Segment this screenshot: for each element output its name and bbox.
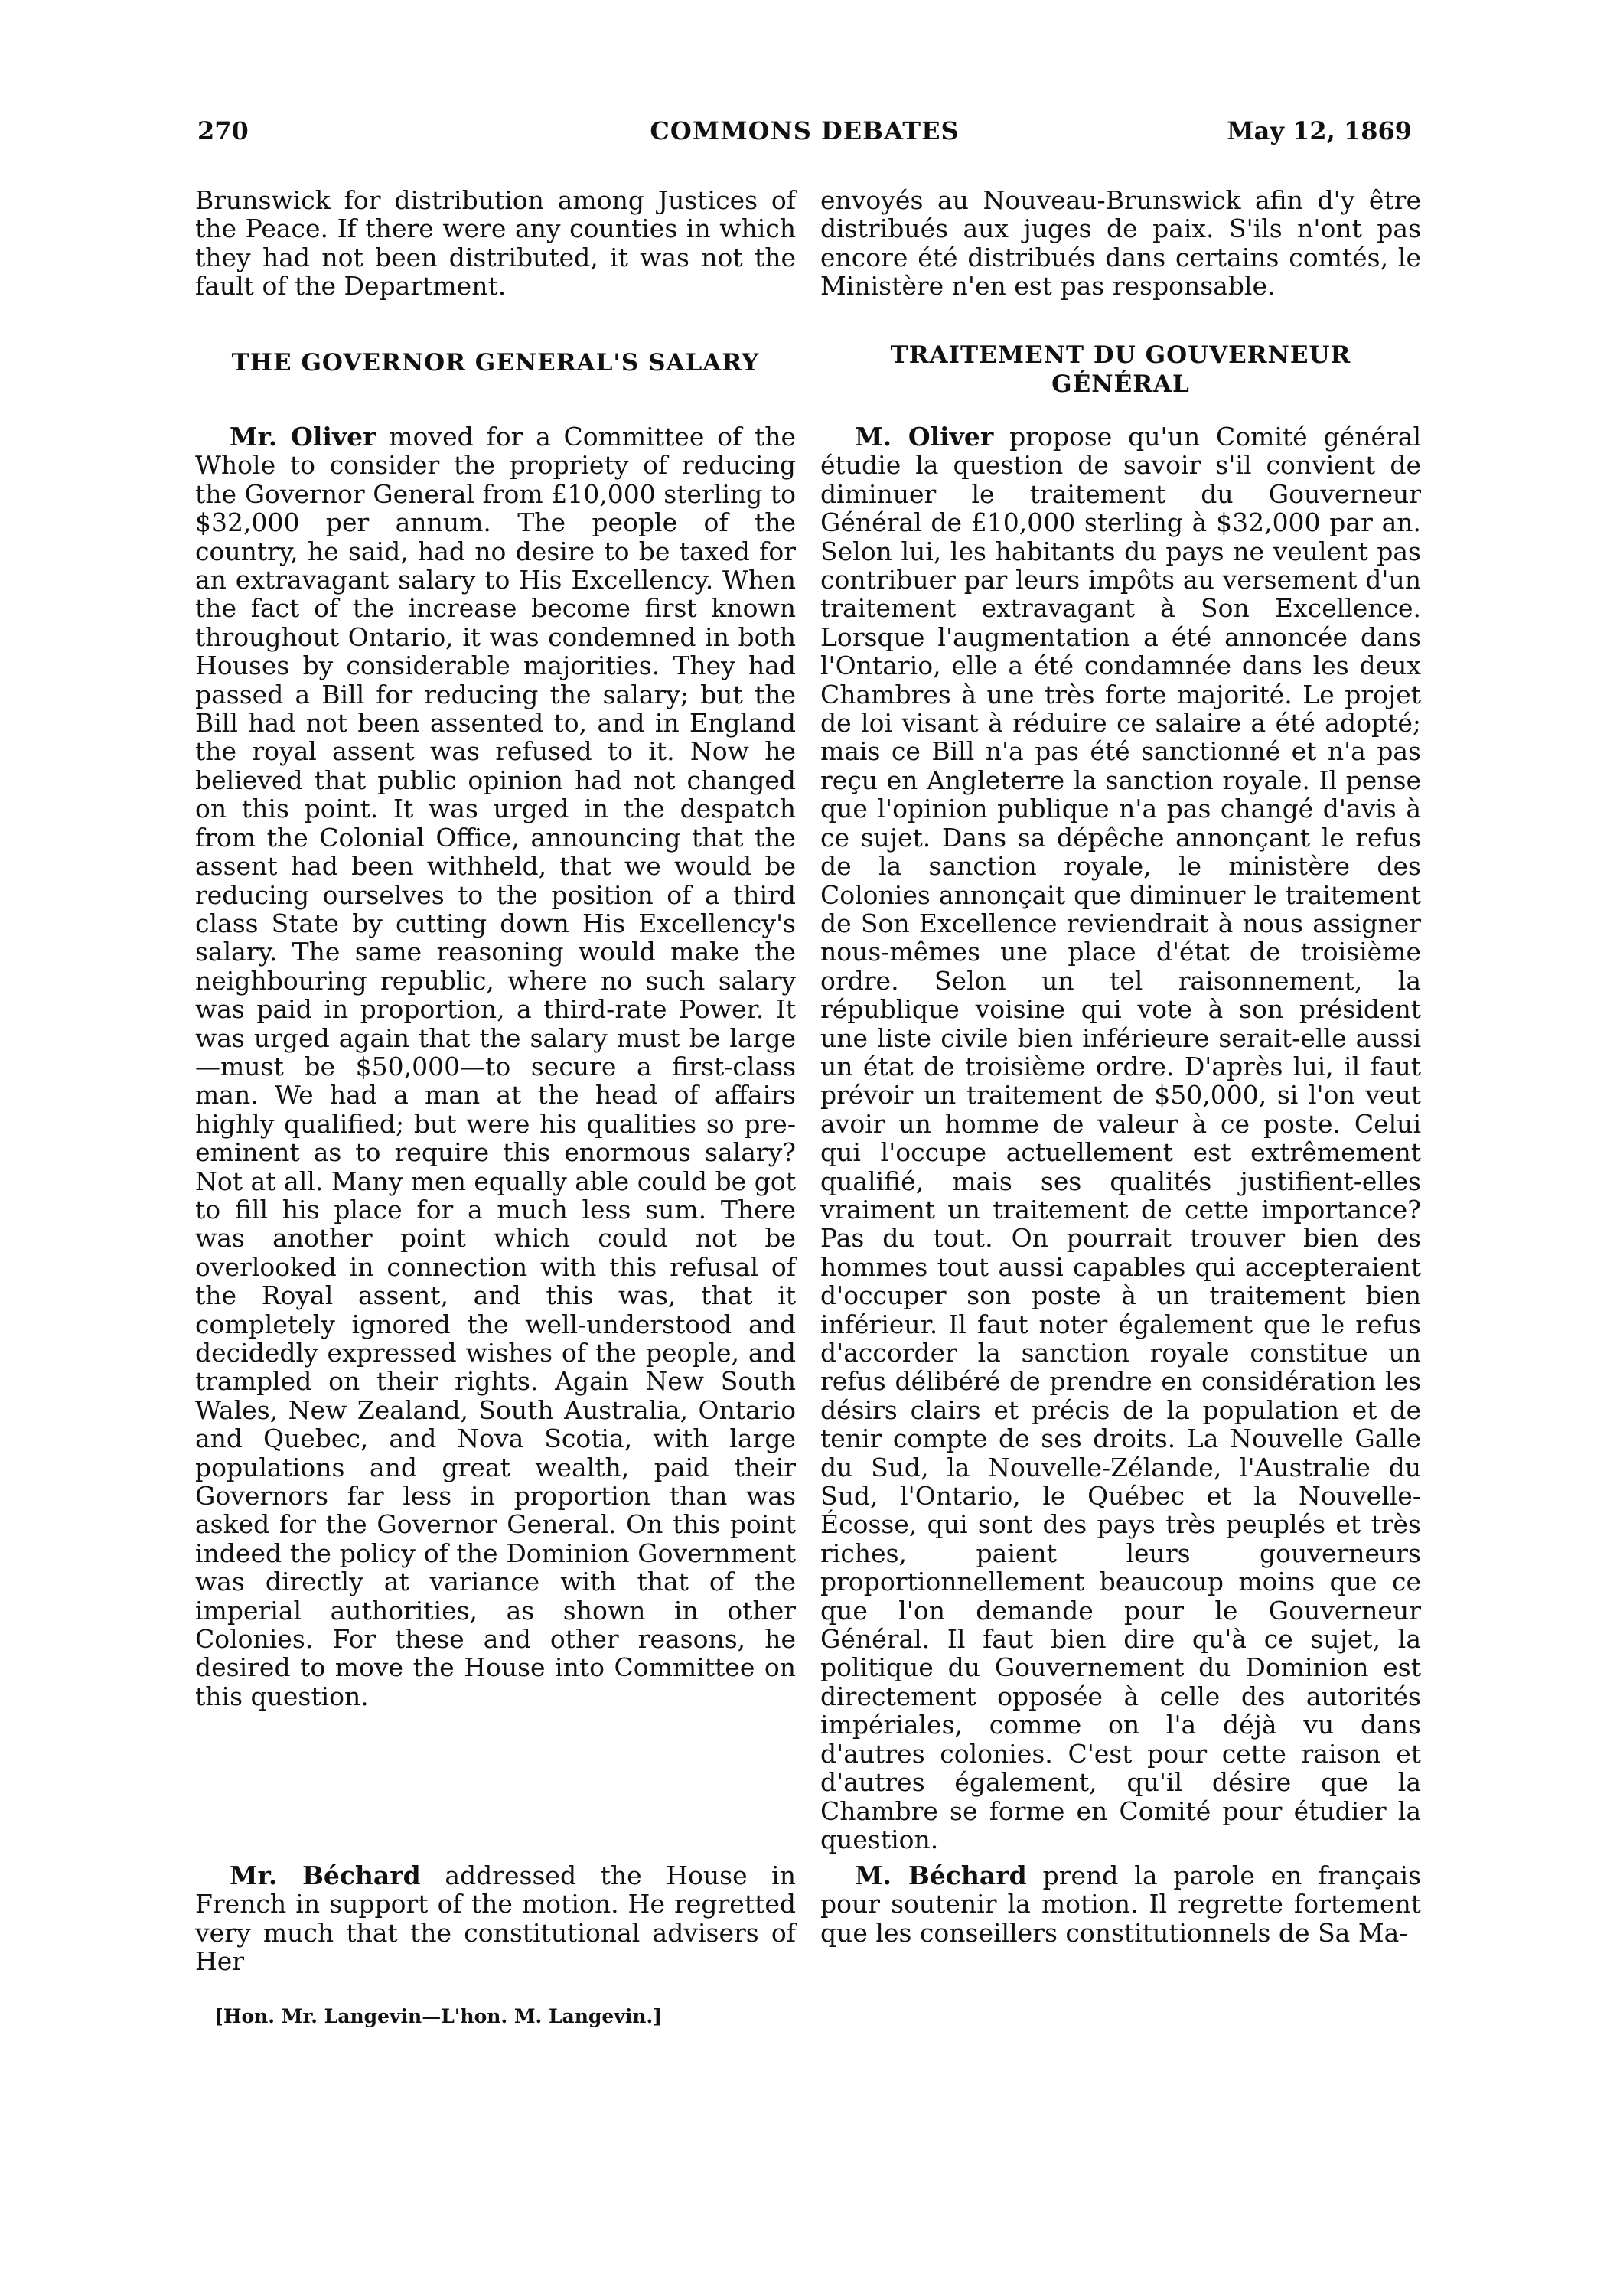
speaker-oliver-en: Mr. Oliver bbox=[230, 422, 376, 452]
page-date: May 12, 1869 bbox=[1227, 116, 1412, 145]
english-bechard-text: addressed the House in French in support of the motion. He regretted very much that the constitutional advisers of Her bbox=[195, 1861, 796, 1977]
running-title: COMMONS DEBATES bbox=[650, 116, 960, 145]
french-heading-line-2: GÉNÉRAL bbox=[1051, 370, 1190, 398]
english-intro bbox=[195, 186, 796, 301]
french-intro bbox=[820, 186, 1421, 301]
speaker-oliver-fr: M. Oliver bbox=[855, 422, 994, 452]
english-intro-text: Brunswick for distribution among Justices of the Peace. If there were any counties in which they had not been distributed, it was not the fault of the Department. bbox=[195, 185, 796, 302]
english-paragraph-oliver bbox=[195, 422, 796, 1711]
english-paragraph-bechard bbox=[195, 1861, 796, 1976]
speaker-footnote: [Hon. Mr. Langevin—L'hon. M. Langevin.] bbox=[214, 2005, 663, 2027]
english-section-heading: THE GOVERNOR GENERAL'S SALARY bbox=[231, 349, 760, 377]
french-section-heading bbox=[820, 341, 1421, 399]
page-number: 270 bbox=[197, 116, 249, 145]
page-header bbox=[197, 116, 1412, 155]
french-bechard-text: prend la parole en français pour soutenir la motion. Il regrette fortement que les conseillers constitutionnels de Sa Ma- bbox=[820, 1861, 1421, 1948]
french-oliver-text: propose qu'un Comité général étudie la question de savoir s'il convient de diminuer le traitement du Gouverneur Général de £10,000 sterling à $32,000 par an. Selon lui, les habitants du pays ne veulent pas contribuer par leurs impôts au versement d'un traitement extravagant à Son Excellence. Lorsque l'augmentation a été annoncée dans l'Ontario, elle a été condamnée dans les deux Chambres à une très forte majorité. Le projet de loi visant à réduire ce salaire a été adopté; mais ce Bill n'a pas été sanctionné et n'a pas reçu en Angleterre la sanction royale. Il pense que l'opinion publique n'a pas changé d'avis à ce sujet. Dans sa dépêche annonçant le refus de la sanction royale, le ministère des Colonies annonçait que diminuer le traitement de Son Excellence reviendrait à nous assigner nous-mêmes une place d'état de troisième ordre. Selon un tel raisonnement, la république voisine qui vote à son président une liste civile bien inférieure serait-elle aussi un état de troisième ordre. D'après lui, il faut prévoir un traitement de $50,000, si l'on veut avoir un homme de valeur à ce poste. Celui qui l'occupe actuellement est extrêmement qualifié, mais ses qualités justifient-elles vraiment un traitement de cette importance? Pas du tout. On pourrait trouver bien des hommes tout aussi capables qui accepteraient d'occuper son poste à un traitement bien inférieur. Il faut noter également que le refus d'accorder la sanction royale constitue un refus délibéré de prendre en considération les désirs clairs et précis de la population et de tenir compte de ses droits. La Nouvelle Galle du Sud, la Nouvelle-Zélande, l'Australie du Sud, l'Ontario, le Québec et la Nouvelle-Écosse, qui sont des pays très peuplés et très riches, paient leurs gouverneurs proportionnellement beaucoup moins que ce que l'on demande pour le Gouverneur Général. Il faut bien dire qu'à ce sujet, la politique du Gouvernement du Dominion est directement opposée à celle des autorités impériales, comme on l'a déjà vu dans d'autres colonies. C'est pour cette raison et d'autres également, qu'il désire que la Chambre se forme en Comité pour étudier la question. bbox=[820, 422, 1421, 1854]
french-intro-text: envoyés au Nouveau-Brunswick afin d'y être distribués aux juges de paix. S'ils n'ont pas encore été distribués dans certains comtés, le Ministère n'en est pas responsable. bbox=[820, 185, 1421, 302]
french-heading-line-1: TRAITEMENT DU GOUVERNEUR bbox=[890, 341, 1351, 369]
speaker-bechard-en: Mr. Béchard bbox=[230, 1861, 421, 1890]
speaker-bechard-fr: M. Béchard bbox=[855, 1861, 1027, 1890]
english-oliver-text: moved for a Committee of the Whole to consider the propriety of reducing the Governor General from £10,000 sterling to $32,000 per annum. The people of the country, he said, had no desire to be taxed for an extravagant salary to His Excellency. When the fact of the increase become first known throughout Ontario, it was condemned in both Houses by considerable majorities. They had passed a Bill for reducing the salary; but the Bill had not been assented to, and in England the royal assent was refused to it. Now he believed that public opinion had not changed on this point. It was urged in the despatch from the Colonial Office, announcing that the assent had been withheld, that we would be reducing ourselves to the position of a third class State by cutting down His Excellency's salary. The same reasoning would make the neighbouring republic, where no such salary was paid in proportion, a third-rate Power. It was urged again that the salary must be large—must be $50,000—to secure a first-class man. We had a man at the head of affairs highly qualified; but were his qualities so pre-eminent as to require this enormous salary? Not at all. Many men equally able could be got to fill his place for a much less sum. There was another point which could not be overlooked in connection with this refusal of the Royal assent, and this was, that it completely ignored the well-understood and decidedly expressed wishes of the people, and trampled on their rights. Again New South Wales, New Zealand, South Australia, Ontario and Quebec, and Nova Scotia, with large populations and great wealth, paid their Governors far less in proportion than was asked for the Governor General. On this point indeed the policy of the Dominion Government was directly at variance with that of the imperial authorities, as shown in other Colonies. For these and other reasons, he desired to move the House into Committee on this question. bbox=[195, 422, 796, 1711]
french-paragraph-bechard bbox=[820, 1861, 1421, 1947]
french-paragraph-oliver bbox=[820, 422, 1421, 1854]
